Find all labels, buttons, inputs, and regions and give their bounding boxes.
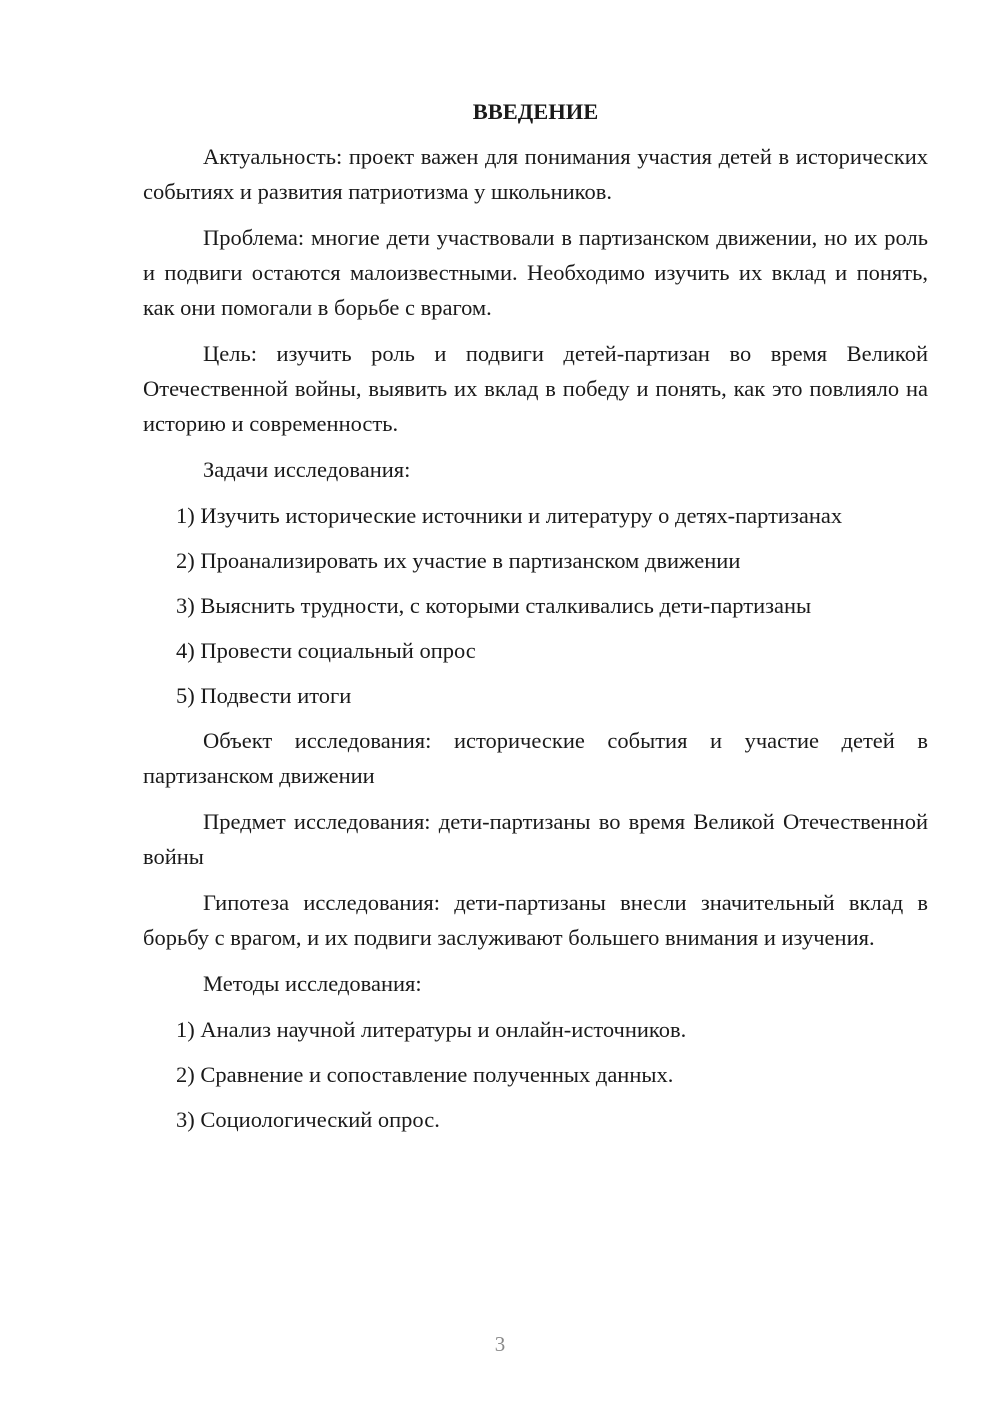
page-number: 3 bbox=[494, 1332, 506, 1356]
goal-paragraph: Цель: изучить роль и подвиги детей-партизан во время Великой Отечественной войны, выявить их вклад в победу и понять, как это повлияло на историю и современность. bbox=[143, 341, 928, 436]
task-item: 3) Выяснить трудности, с которыми сталкивались дети-партизаны bbox=[176, 593, 812, 618]
method-item: 2) Сравнение и сопоставление полученных данных. bbox=[176, 1062, 674, 1087]
task-item: 4) Провести социальный опрос bbox=[176, 638, 476, 663]
tasks-title: Задачи исследования: bbox=[203, 457, 411, 482]
problem-paragraph: Проблема: многие дети участвовали в партизанском движении, но их роль и подвиги остаются малоизвестными. Необходимо изучить их вклад и понять, как они помогали в борьбе с врагом. bbox=[143, 225, 928, 320]
subject-paragraph: Предмет исследования: дети-партизаны во время Великой Отечественной войны bbox=[143, 809, 928, 869]
task-item: 2) Проанализировать их участие в партизанском движении bbox=[176, 548, 741, 573]
relevance-paragraph: Актуальность: проект важен для понимания участия детей в исторических событиях и развития патриотизма у школьников. bbox=[143, 144, 928, 204]
method-item: 3) Социологический опрос. bbox=[176, 1107, 440, 1132]
section-heading: ВВЕДЕНИЕ bbox=[472, 99, 599, 124]
method-item: 1) Анализ научной литературы и онлайн-источников. bbox=[176, 1017, 687, 1042]
task-item: 1) Изучить исторические источники и литературу о детях-партизанах bbox=[176, 503, 843, 528]
page-content bbox=[143, 94, 928, 1147]
object-paragraph: Объект исследования: исторические события и участие детей в партизанском движении bbox=[143, 728, 928, 788]
task-item: 5) Подвести итоги bbox=[176, 683, 352, 708]
methods-title: Методы исследования: bbox=[203, 971, 422, 996]
hypothesis-paragraph: Гипотеза исследования: дети-партизаны внесли значительный вклад в борьбу с врагом, и их подвиги заслуживают большего внимания и изучения. bbox=[143, 890, 928, 950]
